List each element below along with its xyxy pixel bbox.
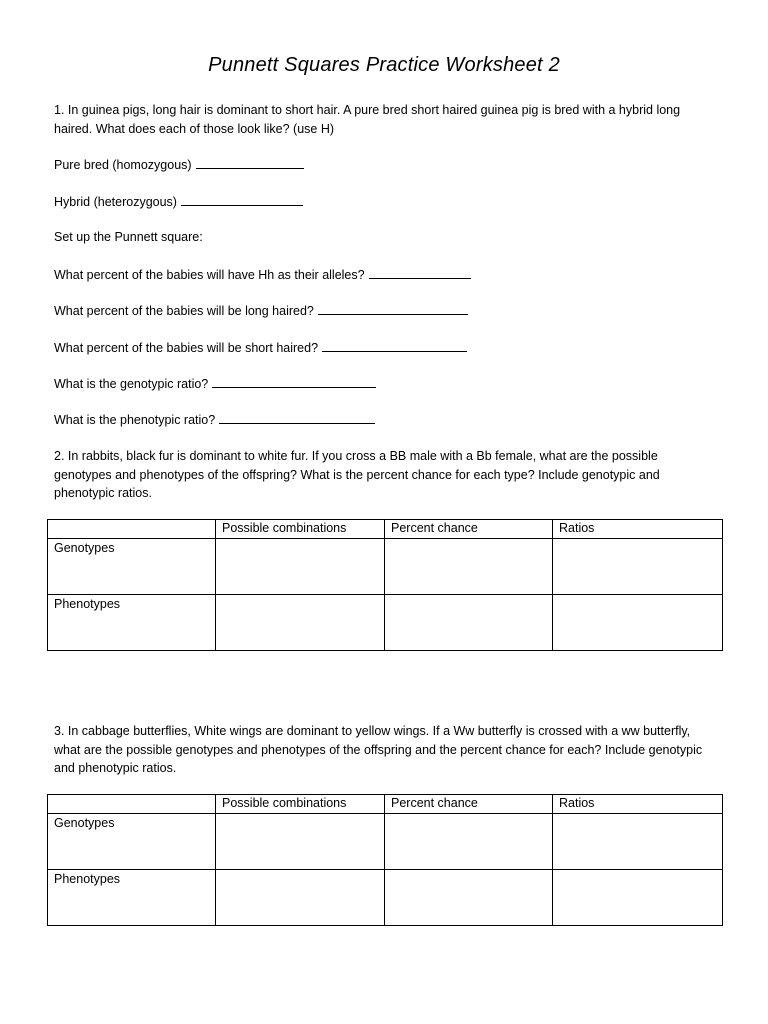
geno-ratio-label: What is the genotypic ratio?	[54, 377, 209, 391]
pct-hh-blank[interactable]	[369, 266, 471, 279]
question-3-text: 3. In cabbage butterflies, White wings are dominant to yellow wings. If a Ww butterfly is crossed with a ww butterfly, what are the possible genotypes and phenotypes of the offspring and the percent chance for each? Include genotypic and phenotypic ratios.	[54, 724, 703, 775]
pct-long-label: What percent of the babies will be long haired?	[54, 304, 314, 318]
pct-hh-label: What percent of the babies will have Hh as their alleles?	[54, 268, 365, 282]
answer-cell[interactable]	[385, 595, 553, 651]
answer-cell[interactable]	[553, 814, 723, 870]
pct-long-line	[54, 302, 468, 319]
geno-ratio-blank[interactable]	[212, 375, 376, 388]
punnett-setup-label: Set up the Punnett square:	[54, 230, 203, 244]
pct-short-line	[54, 339, 467, 356]
table-header-row	[48, 520, 723, 539]
hybrid-line	[54, 193, 303, 210]
answer-cell[interactable]	[216, 539, 385, 595]
row-label-phenotypes: Phenotypes	[48, 870, 216, 926]
row-label-genotypes: Genotypes	[48, 539, 216, 595]
answer-cell[interactable]	[216, 814, 385, 870]
header-cell-combinations: Possible combinations	[216, 795, 385, 814]
answer-cell[interactable]	[553, 595, 723, 651]
answer-cell[interactable]	[385, 870, 553, 926]
header-cell-empty	[48, 520, 216, 539]
pheno-ratio-blank[interactable]	[219, 411, 375, 424]
header-cell-ratios: Ratios	[553, 520, 723, 539]
table-header-row	[48, 795, 723, 814]
header-cell-empty	[48, 795, 216, 814]
answer-cell[interactable]	[385, 814, 553, 870]
hybrid-blank[interactable]	[181, 193, 303, 206]
header-cell-combinations: Possible combinations	[216, 520, 385, 539]
hybrid-label: Hybrid (heterozygous)	[54, 195, 177, 209]
header-cell-percent: Percent chance	[385, 795, 553, 814]
pct-hh-line	[54, 266, 471, 283]
answer-cell[interactable]	[553, 870, 723, 926]
answer-cell[interactable]	[385, 539, 553, 595]
pure-bred-blank[interactable]	[196, 156, 304, 169]
header-cell-ratios: Ratios	[553, 795, 723, 814]
question-2-text: 2. In rabbits, black fur is dominant to white fur. If you cross a BB male with a Bb female, what are the possible genotypes and phenotypes of the offspring? What is the percent chance for each type? Include genotypic and phenotypic ratios.	[54, 449, 660, 500]
row-label-genotypes: Genotypes	[48, 814, 216, 870]
table-row	[48, 595, 723, 651]
answer-cell[interactable]	[216, 870, 385, 926]
pure-bred-line	[54, 156, 304, 173]
answer-cell[interactable]	[553, 539, 723, 595]
table-row	[48, 539, 723, 595]
table-row	[48, 870, 723, 926]
geno-ratio-line	[54, 375, 376, 392]
question-2-table	[47, 519, 723, 651]
answer-cell[interactable]	[216, 595, 385, 651]
pct-long-blank[interactable]	[318, 302, 468, 315]
row-label-phenotypes: Phenotypes	[48, 595, 216, 651]
pct-short-blank[interactable]	[322, 339, 467, 352]
pheno-ratio-line	[54, 411, 375, 428]
pheno-ratio-label: What is the phenotypic ratio?	[54, 413, 216, 427]
header-cell-percent: Percent chance	[385, 520, 553, 539]
question-1-text: 1. In guinea pigs, long hair is dominant to short hair. A pure bred short haired guinea pig is bred with a hybrid long haired. What does each of those look like? (use H)	[54, 103, 681, 136]
pure-bred-label: Pure bred (homozygous)	[54, 158, 192, 172]
pct-short-label: What percent of the babies will be short haired?	[54, 341, 319, 355]
table-row	[48, 814, 723, 870]
page-title: Punnett Squares Practice Worksheet 2	[208, 54, 560, 76]
question-3-table	[47, 794, 723, 926]
